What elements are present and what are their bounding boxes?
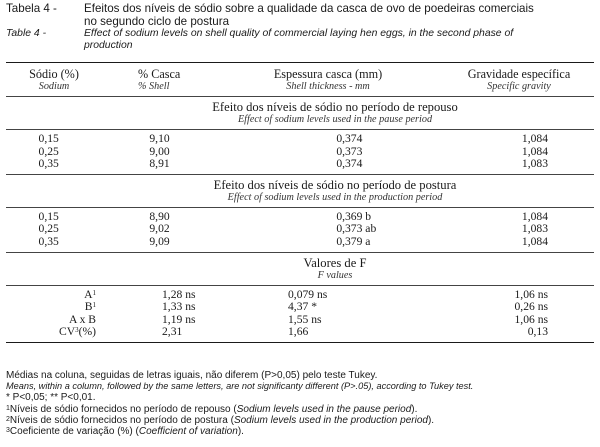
header-thickness-en: Shell thickness - mm <box>286 81 370 92</box>
header-row-en <box>6 81 594 93</box>
header-row-pt <box>6 68 594 81</box>
caption-pt-text-2: no segundo ciclo de postura <box>84 15 230 28</box>
caption-en-text-2: production <box>84 40 133 51</box>
table-row: $B^1$ 1,33 ns 4,37 * 0,26 ns <box>84 300 548 314</box>
note-footnote-1: $^1$Níveis de sódio fornecidos no período de repouso (Sodium levels used in the pause period). <box>6 403 418 415</box>
data-table <box>6 62 594 343</box>
header-gravity: Gravidade específica <box>467 67 571 81</box>
header-sodium-en: Sodium <box>38 81 70 92</box>
header-thickness: Espessura casca (mm) <box>273 67 383 81</box>
table-row: $CV^3(\%)$ 2,31 1,66 0,13 <box>59 325 548 339</box>
caption-pt-text-1: Efeitos dos níveis de sódio sobre a qualidade da casca de ovo de poedeiras comerciais <box>84 2 534 15</box>
table-row: 0,15 8,90 0,369 b 1,084 <box>38 209 548 223</box>
section-title-production: Efeito dos níveis de sódio no período de postura <box>213 177 457 192</box>
table-notes <box>6 370 596 437</box>
caption-en-text-1: Effect of sodium levels on shell quality of commercial laying hen eggs, in the second phase of <box>84 28 514 39</box>
header-shell-pct-en: % Shell <box>138 81 170 92</box>
table-caption <box>6 2 596 52</box>
table-row: 0,25 9,00 0,373 1,084 <box>38 144 548 158</box>
caption-en-line-1 <box>6 28 596 40</box>
table-row: 0,35 8,91 0,374 1,083 <box>38 157 548 171</box>
header-gravity-en: Specific gravity <box>487 81 551 92</box>
note-footnote-3: $^3$Coeficiente de variação (%) (Coefficient of variation). <box>6 426 244 438</box>
caption-pt-line-1 <box>6 2 596 15</box>
caption-en-line-2 <box>6 40 596 52</box>
table-row: A x B 1,19 ns 1,55 ns 1,06 ns <box>68 312 548 326</box>
section-subtitle-production: Effect of sodium levels used in the production period <box>227 191 443 203</box>
note-tukey-pt: Médias na coluna, seguidas de letras iguais, não diferem (P>0,05) pelo teste Tukey. <box>6 370 378 381</box>
section-subtitle-pause: Effect of sodium levels used in the pause period <box>237 114 433 125</box>
note-significance: * P<0,05; ** P<0,01. <box>6 392 96 404</box>
table-row: $A^1$ 1,28 ns 0,079 ns 1,06 ns <box>84 287 548 301</box>
bottom-rule <box>6 342 594 343</box>
section-title-fvalues: Valores de F <box>303 255 367 270</box>
header-shell-pct: % Casca <box>138 67 181 81</box>
table-row: 0,25 9,02 0,373 ab 1,083 <box>38 222 548 236</box>
caption-pt-line-2 <box>6 15 596 28</box>
section-title-pause: Efeito dos níveis de sódio no período de repouso <box>212 100 458 114</box>
caption-pt-label: Tabela 4 - <box>6 2 57 15</box>
table-row: 0,35 9,09 0,379 a 1,084 <box>38 234 548 248</box>
table-row: 0,15 9,10 0,374 1,084 <box>38 132 548 145</box>
note-tukey-en: Means, within a column, followed by the same letters, are not significanty different (P>.05), according to Tukey test. <box>6 381 474 392</box>
section-subtitle-fvalues: F values <box>317 269 353 281</box>
header-sodium: Sódio (%) <box>29 67 79 81</box>
caption-en-label: Table 4 - <box>6 28 47 39</box>
note-footnote-2: $^2$Níveis de sódio fornecidos no período de postura (Sodium levels used in the production period). <box>6 414 435 426</box>
